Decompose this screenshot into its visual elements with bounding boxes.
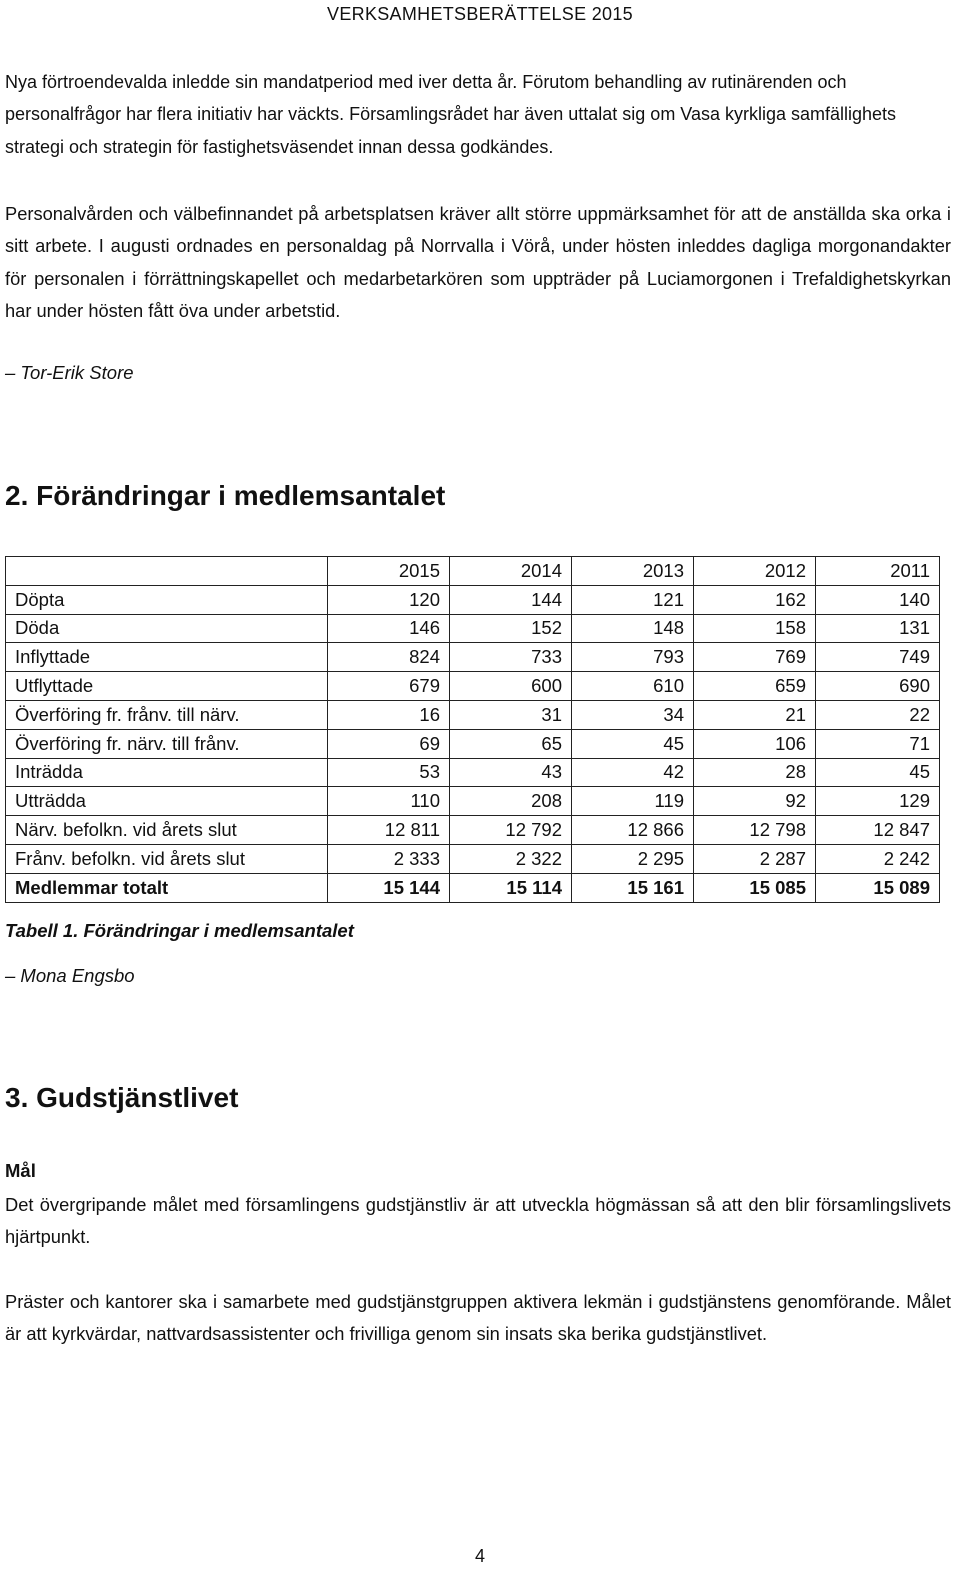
table-row [6, 643, 940, 672]
table-cell: 600 [450, 672, 572, 701]
table-cell: 43 [450, 758, 572, 787]
table-cell: 140 [816, 585, 940, 614]
table-row [6, 700, 940, 729]
table-cell: 208 [450, 787, 572, 816]
goal-subheading: Mål [5, 1160, 36, 1181]
table-caption: Tabell 1. Förändringar i medlemsantalet [5, 920, 354, 941]
table-cell: 28 [694, 758, 816, 787]
table-cell: 31 [450, 700, 572, 729]
table-row [6, 614, 940, 643]
table-cell: 162 [694, 585, 816, 614]
section-2-heading: 2. Förändringar i medlemsantalet [5, 480, 446, 511]
table-cell: 12 847 [816, 816, 940, 845]
page-number: 4 [474, 1546, 485, 1566]
table-cell: 146 [328, 614, 450, 643]
table-row [6, 672, 940, 701]
table-row [6, 787, 940, 816]
table-cell: 749 [816, 643, 940, 672]
column-header: 2015 [328, 557, 450, 586]
table-cell: 16 [328, 700, 450, 729]
table-cell: 129 [816, 787, 940, 816]
table-cell: 15 089 [816, 873, 940, 902]
table-cell: 131 [816, 614, 940, 643]
table-cell: 110 [328, 787, 450, 816]
section-3-paragraph-1: Det övergripande målet med församlingens gudstjänstliv är att utveckla högmässan så att den blir församlingslivets hjärtpunkt. [5, 1194, 951, 1248]
table-cell: 69 [328, 729, 450, 758]
table-cell: 21 [694, 700, 816, 729]
column-header: 2011 [816, 557, 940, 586]
table-cell: 120 [328, 585, 450, 614]
intro-paragraph-2: Personalvården och välbefinnandet på arbetsplatsen kräver allt större uppmärksamhet för att de anställda ska orka i sitt arbete. I augusti ordnades en personaldag på Norrvalla i Vörå, under hösten inleddes dagliga morgonandakter för personalen i förrättningskapellet och medarbetarkören som uppträder på Luciamorgonen i Trefaldighetskyrkan har under hösten fått öva under arbetstid. [5, 203, 951, 321]
table-cell: 15 085 [694, 873, 816, 902]
row-label: Medlemmar totalt [6, 873, 328, 902]
table-cell: 92 [694, 787, 816, 816]
table-cell: 34 [572, 700, 694, 729]
table-cell: 15 114 [450, 873, 572, 902]
row-label: Utträdda [6, 787, 328, 816]
table-cell: 2 295 [572, 844, 694, 873]
table-cell: 119 [572, 787, 694, 816]
table-cell: 690 [816, 672, 940, 701]
table-cell: 15 161 [572, 873, 694, 902]
row-label: Frånv. befolkn. vid årets slut [6, 844, 328, 873]
table-cell: 733 [450, 643, 572, 672]
table-cell: 121 [572, 585, 694, 614]
table-header-row [6, 557, 940, 586]
table-cell: 793 [572, 643, 694, 672]
table-row [6, 585, 940, 614]
table-header-blank [6, 557, 328, 586]
row-label: Döpta [6, 585, 328, 614]
table-cell: 42 [572, 758, 694, 787]
intro-paragraph-1: Nya förtroendevalda inledde sin mandatperiod med iver detta år. Förutom behandling av rutinärenden och personalfrågor har flera initiativ har väckts. Församlingsrådet har även uttalat sig om Vasa kyrkliga samfällighets strategi och strategin för fastighetsväsendet innan dessa godkändes. [5, 72, 897, 157]
table-cell: 659 [694, 672, 816, 701]
table-cell: 15 144 [328, 873, 450, 902]
page-header: VERKSAMHETSBERÄTTELSE 2015 [327, 4, 633, 24]
table-cell: 45 [572, 729, 694, 758]
table-cell: 610 [572, 672, 694, 701]
table-cell: 158 [694, 614, 816, 643]
row-label: Överföring fr. frånv. till närv. [6, 700, 328, 729]
table-cell: 12 798 [694, 816, 816, 845]
row-label: Utflyttade [6, 672, 328, 701]
column-header: 2013 [572, 557, 694, 586]
row-label: Överföring fr. närv. till frånv. [6, 729, 328, 758]
table-cell: 2 287 [694, 844, 816, 873]
row-label: Närv. befolkn. vid årets slut [6, 816, 328, 845]
table-cell: 2 322 [450, 844, 572, 873]
section-3-paragraph-2: Präster och kantorer ska i samarbete med gudstjänstgruppen aktivera lekmän i gudstjänstens genomförande. Målet är att kyrkvärdar, nattvardsassistenter och frivilliga genom sin insats ska berika gudstjänstlivet. [5, 1291, 951, 1345]
table-body [6, 585, 940, 902]
table-cell: 144 [450, 585, 572, 614]
table-cell: 148 [572, 614, 694, 643]
table-cell: 824 [328, 643, 450, 672]
table-cell: 71 [816, 729, 940, 758]
table-cell: 12 792 [450, 816, 572, 845]
table-cell: 12 866 [572, 816, 694, 845]
row-label: Inträdda [6, 758, 328, 787]
row-label: Inflyttade [6, 643, 328, 672]
column-header: 2012 [694, 557, 816, 586]
table-row [6, 758, 940, 787]
table-cell: 45 [816, 758, 940, 787]
table-cell: 106 [694, 729, 816, 758]
table-cell: 769 [694, 643, 816, 672]
table-cell: 2 242 [816, 844, 940, 873]
table-cell: 679 [328, 672, 450, 701]
table-cell: 12 811 [328, 816, 450, 845]
table-row [6, 873, 940, 902]
row-label: Döda [6, 614, 328, 643]
column-header: 2014 [450, 557, 572, 586]
signature-mona: – Mona Engsbo [5, 965, 135, 986]
membership-table [5, 556, 940, 903]
signature-tor-erik: – Tor-Erik Store [5, 362, 134, 383]
table-cell: 22 [816, 700, 940, 729]
table-cell: 53 [328, 758, 450, 787]
table-cell: 65 [450, 729, 572, 758]
table-row [6, 816, 940, 845]
section-3-heading: 3. Gudstjänstlivet [5, 1082, 239, 1113]
table-row [6, 729, 940, 758]
table-row [6, 844, 940, 873]
table-cell: 2 333 [328, 844, 450, 873]
table-cell: 152 [450, 614, 572, 643]
